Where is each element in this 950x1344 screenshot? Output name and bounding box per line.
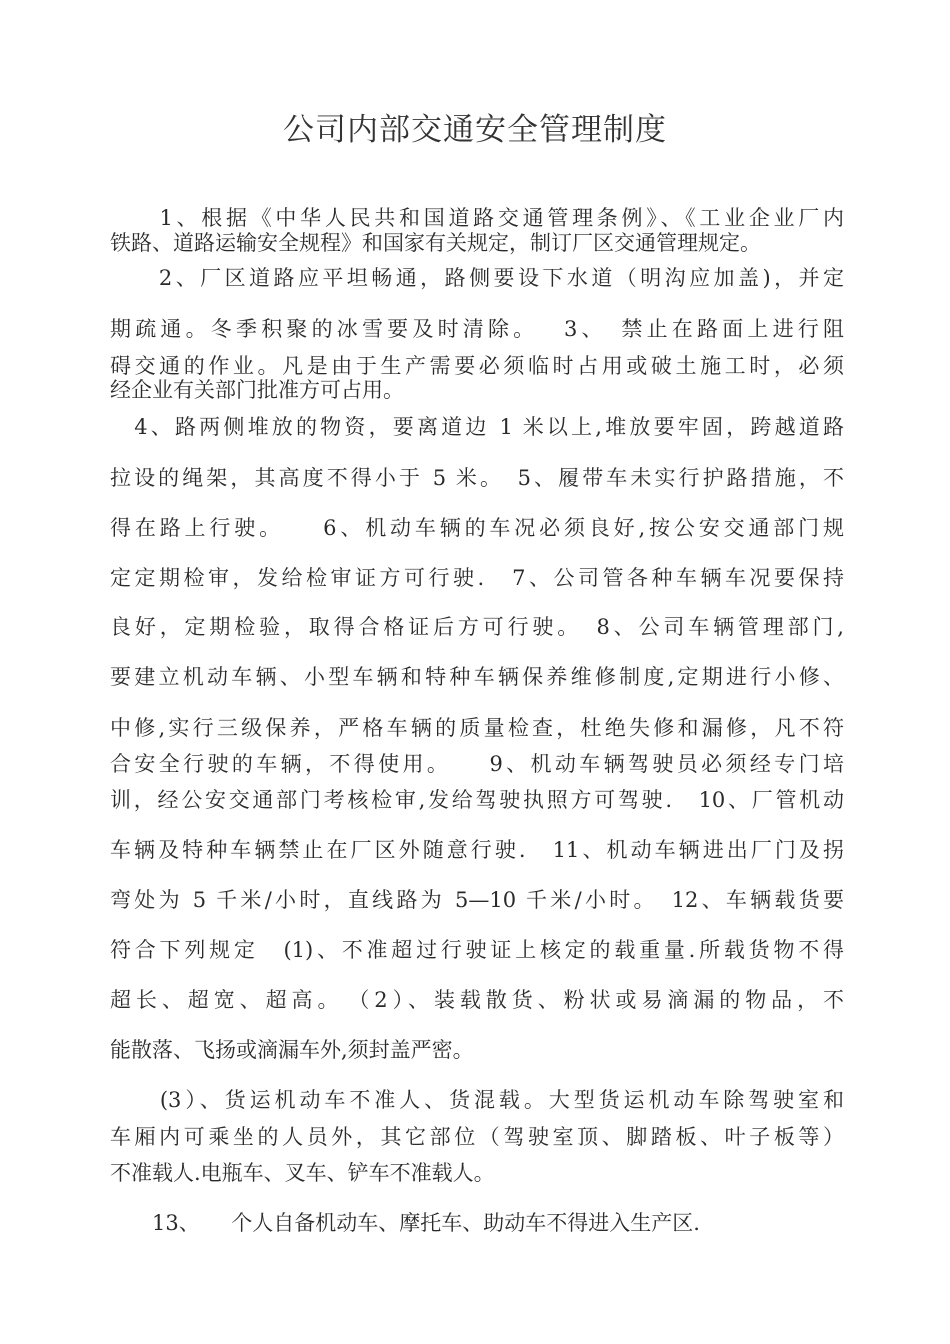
paragraph-2-line-2: 期疏通。冬季积聚的冰雪要及时清除。 3、 禁止在路面上进行阻 (110, 317, 844, 341)
paragraph-4-line-2: 车厢内可乘坐的人员外，其它部位（驾驶室顶、脚踏板、叶子板等） (110, 1125, 844, 1149)
paragraph-4-line-3: 不准载人.电瓶车、叉车、铲车不准载人。 (110, 1161, 495, 1185)
paragraph-3-line-12: 符合下列规定 (1)、不准超过行驶证上核定的载重量.所载货物不得 (110, 938, 844, 962)
paragraph-3-line-14: 能散落、飞扬或滴漏车外,须封盖严密。 (110, 1038, 474, 1062)
paragraph-3-line-6: 要建立机动车辆、小型车辆和特种车辆保养维修制度,定期进行小修、 (110, 665, 844, 689)
paragraph-3-line-2: 拉设的绳架，其高度不得小于 5 米。 5、履带车未实行护路措施，不 (110, 466, 844, 490)
document-title: 公司内部交通安全管理制度 (283, 112, 667, 148)
paragraph-3-line-8: 合安全行驶的车辆，不得使用。 9、机动车辆驾驶员必须经专门培 (110, 752, 844, 776)
paragraph-5-line-1: 13、 个人自备机动车、摩托车、助动车不得进入生产区. (110, 1211, 700, 1235)
paragraph-2-line-1: 2、厂区道路应平坦畅通，路侧要设下水道（明沟应加盖)，并定 (110, 266, 844, 290)
paragraph-3-line-9: 训，经公安交通部门考核检审,发给驾驶执照方可驾驶. 10、厂管机动 (110, 788, 844, 812)
paragraph-3-line-13: 超长、超宽、超高。 （2）、装载散货、粉状或易滴漏的物品，不 (110, 988, 844, 1012)
paragraph-3-line-3: 得在路上行驶。 6、机动车辆的车况必须良好,按公安交通部门规 (110, 516, 844, 540)
paragraph-1-line-2: 铁路、道路运输安全规程》和国家有关规定，制订厂区交通管理规定。 (110, 231, 761, 255)
paragraph-2-line-3: 碍交通的作业。凡是由于生产需要必须临时占用或破土施工时，必须 (110, 354, 844, 378)
paragraph-4-line-1: (3）、货运机动车不准人、货混载。大型货运机动车除驾驶室和 (110, 1088, 844, 1112)
paragraph-1-line-1: 1、根据《中华人民共和国道路交通管理条例》、《工业企业厂内 (110, 206, 844, 230)
paragraph-3-line-4: 定定期检审，发给检审证方可行驶. 7、公司管各种车辆车况要保持 (110, 566, 844, 590)
paragraph-3-line-7: 中修,实行三级保养，严格车辆的质量检查，杜绝失修和漏修，凡不符 (110, 716, 844, 740)
paragraph-3-line-11: 弯处为 5 千米/小时，直线路为 5—10 千米/小时。 12、车辆载货要 (110, 888, 844, 912)
paragraph-3-line-10: 车辆及特种车辆禁止在厂区外随意行驶. 11、机动车辆进出厂门及拐 (110, 838, 844, 862)
paragraph-2-line-4: 经企业有关部门批准方可占用。 (110, 378, 404, 402)
paragraph-3-line-5: 良好，定期检验，取得合格证后方可行驶。 8、公司车辆管理部门, (110, 615, 844, 639)
paragraph-3-line-1: 4、路两侧堆放的物资，要离道边 1 米以上,堆放要牢固，跨越道路 (110, 415, 844, 439)
